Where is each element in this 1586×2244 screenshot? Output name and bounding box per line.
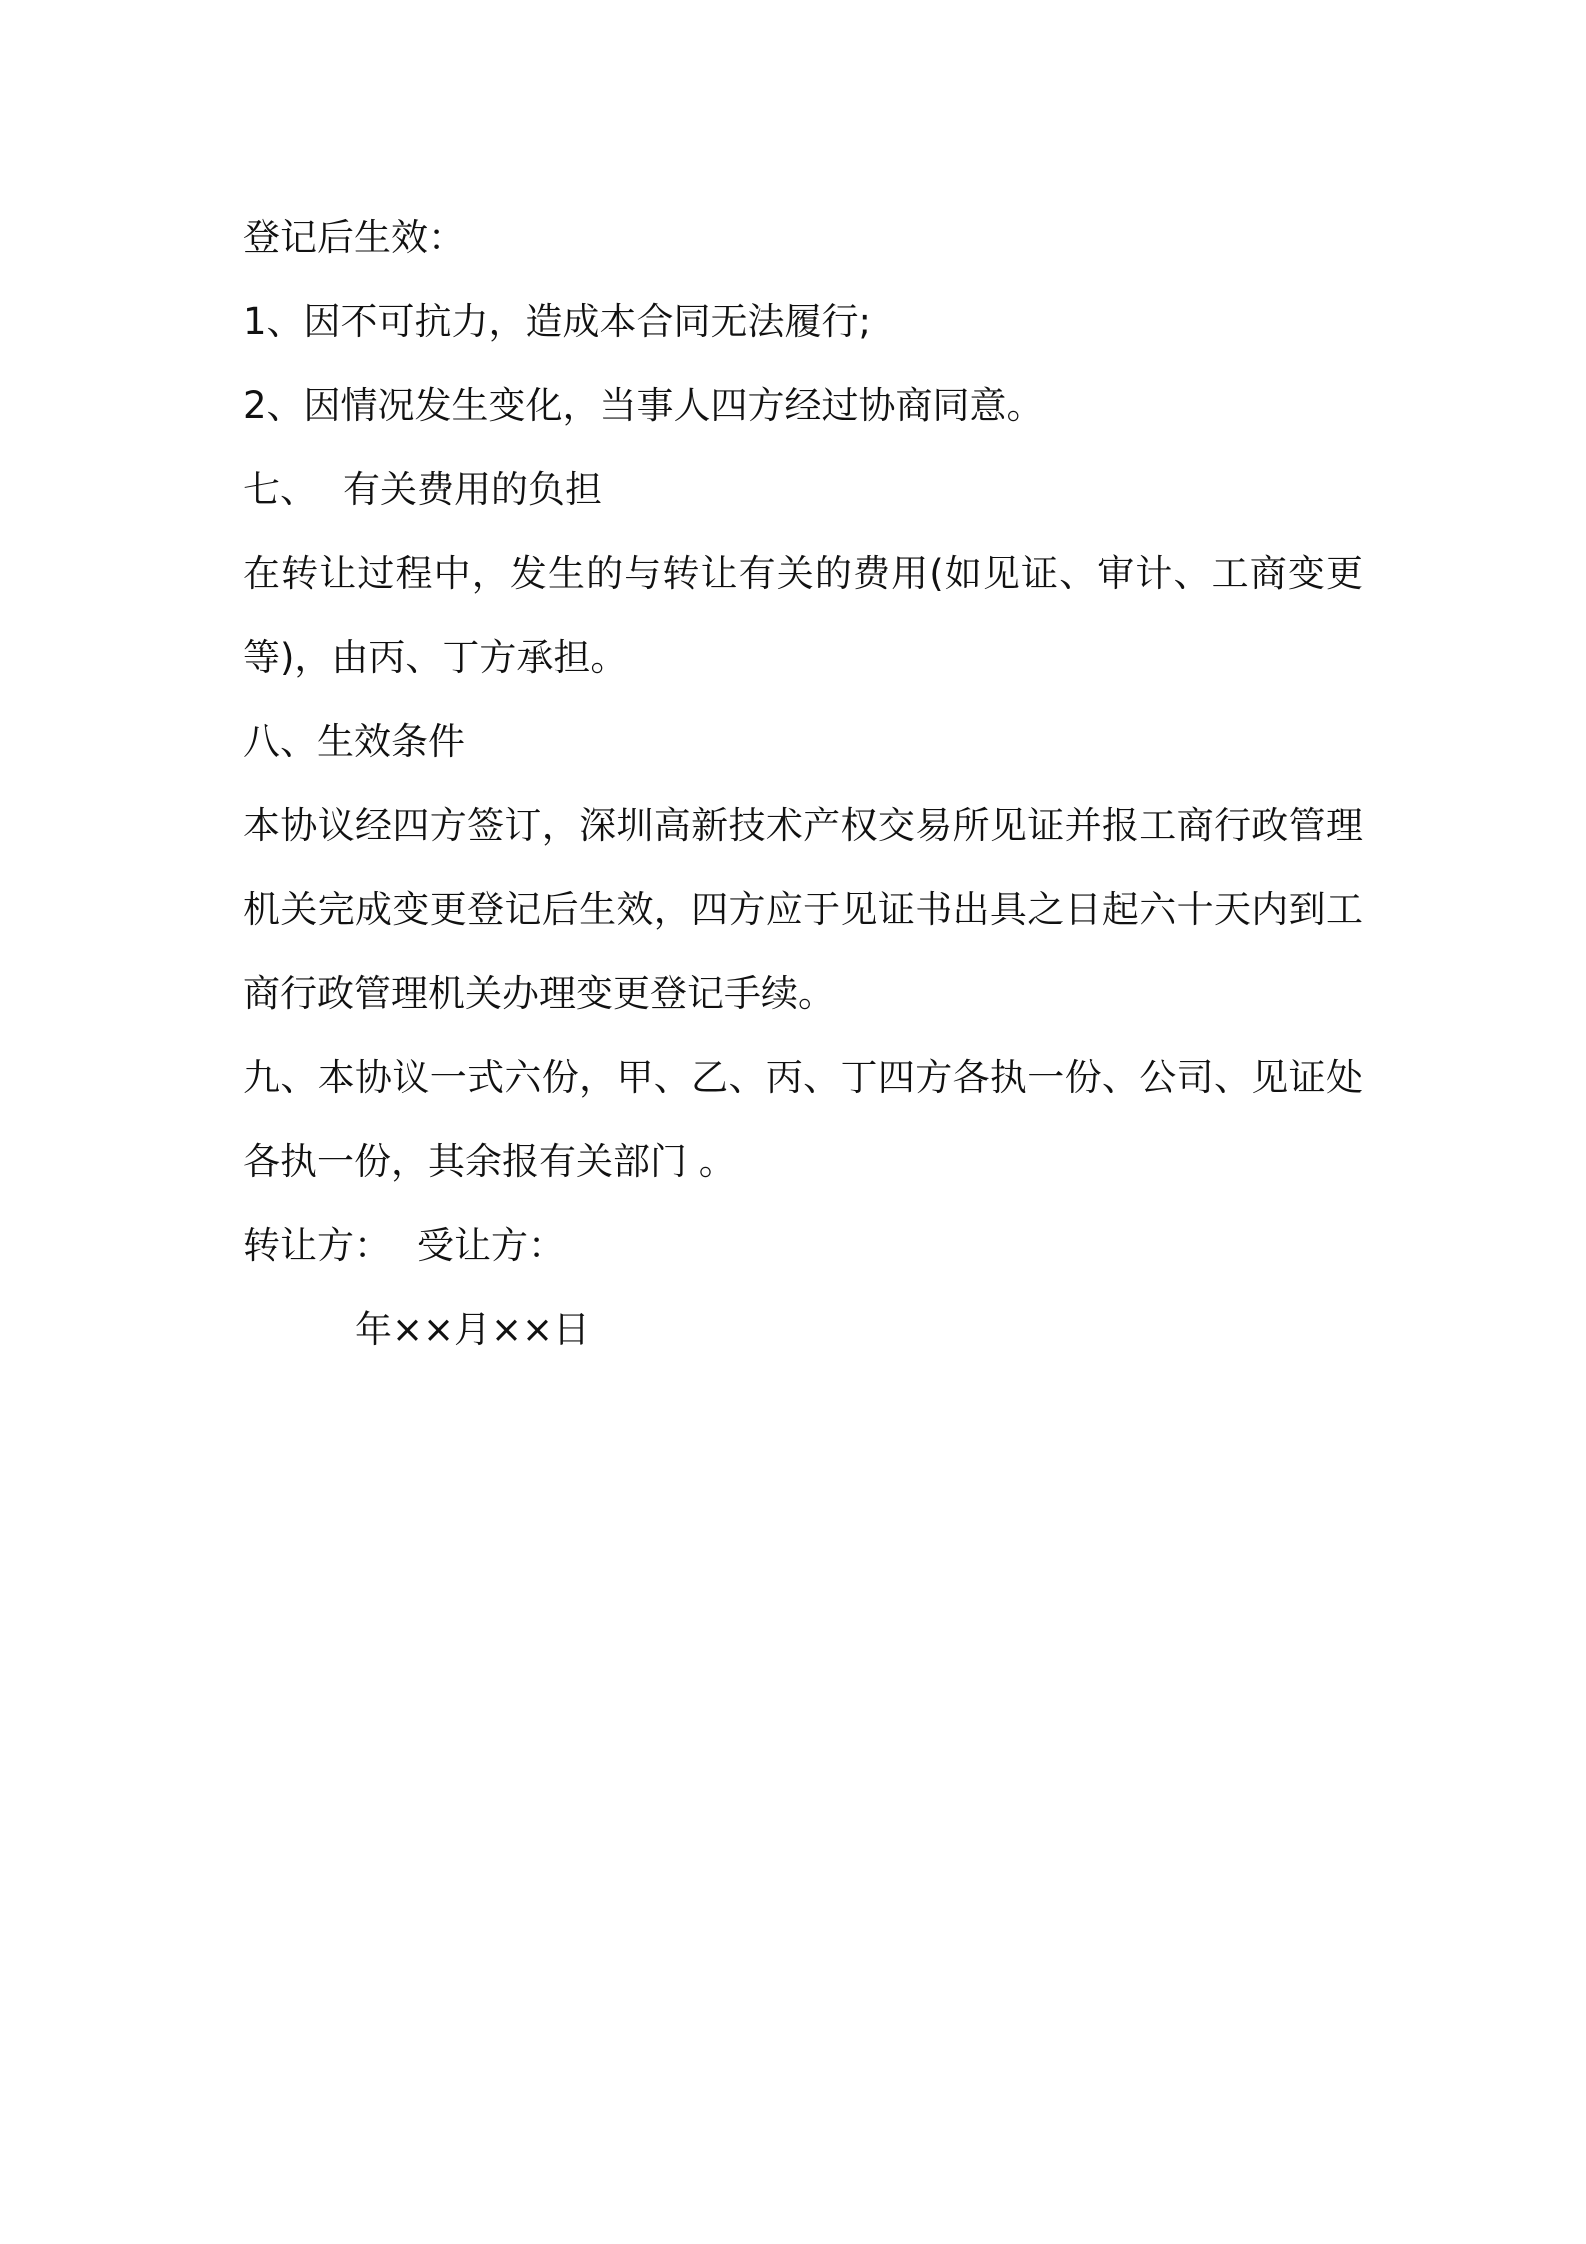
date-line: 年××月××日	[355, 1308, 591, 1351]
cancel-item-1: 1、因不可抗力，造成本合同无法履行;	[243, 300, 872, 343]
transferor-label: 转让方：	[243, 1224, 391, 1267]
section-7-title: 有关费用的负担	[343, 468, 602, 511]
transferee-label: 受让方：	[417, 1224, 565, 1267]
cancel-item-2: 2、因情况发生变化，当事人四方经过协商同意。	[243, 384, 1044, 427]
section-7-heading	[243, 448, 1363, 532]
document-body	[243, 196, 1363, 1372]
signature-line	[243, 1204, 1363, 1288]
section-7-number: 七、	[243, 468, 317, 511]
section-7-body: 在转让过程中，发生的与转让有关的费用(如见证、审计、工商变更等)，由丙、丁方承担。	[243, 552, 1363, 679]
section-8-body: 本协议经四方签订，深圳高新技术产权交易所见证并报工商行政管理机关完成变更登记后生效，四方应于见证书出具之日起六十天内到工商行政管理机关办理变更登记手续。	[243, 804, 1363, 1015]
intro-line: 登记后生效：	[243, 216, 465, 259]
section-8-heading: 八、生效条件	[243, 720, 465, 763]
section-9-body: 九、本协议一式六份，甲、乙、丙、丁四方各执一份、公司、见证处各执一份，其余报有关部门 。	[243, 1056, 1363, 1183]
